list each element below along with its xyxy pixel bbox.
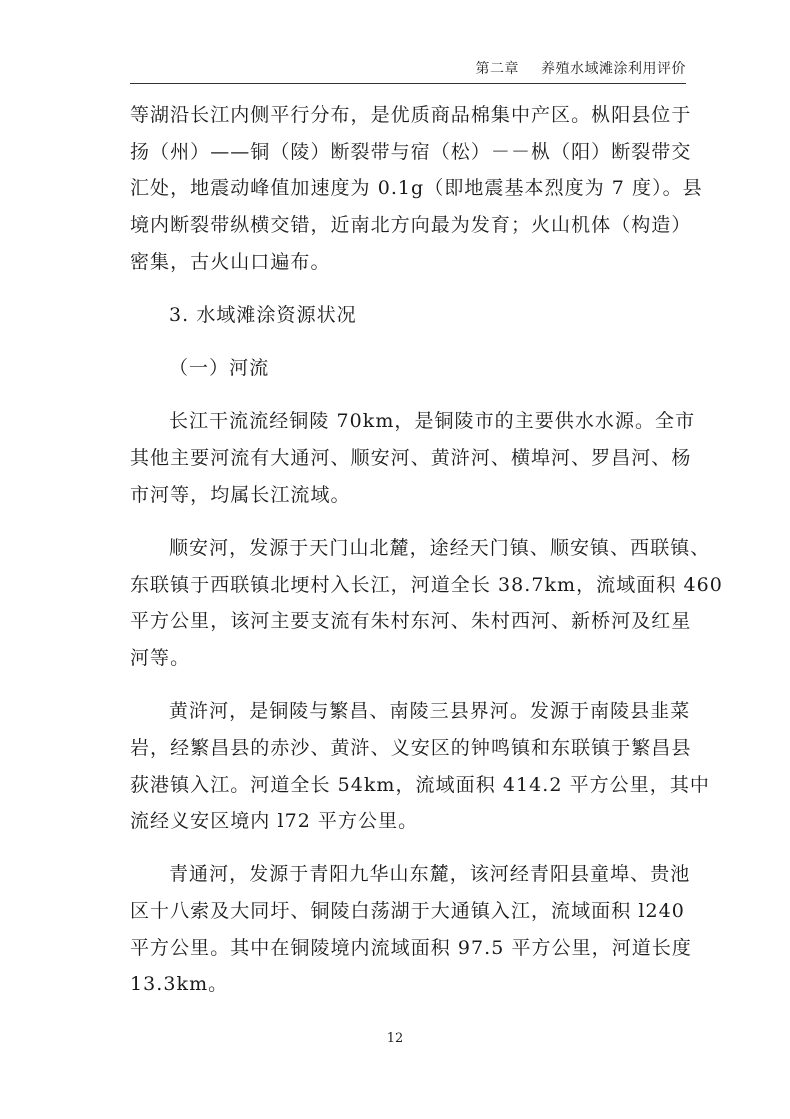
text-line: 顺安河，发源于天门山北麓，途经天门镇、顺安镇、西联镇、 bbox=[169, 536, 711, 559]
header-chapter: 第二章 bbox=[475, 61, 519, 77]
section-heading bbox=[130, 297, 675, 334]
header-rule bbox=[130, 83, 686, 84]
text-line: 平方公里，该河主要支流有朱村东河、朱村西河、新桥河及红星 bbox=[130, 610, 692, 633]
text-line: 汇处，地震动峰值加速度为 0.1g（即地震基本烈度为 7 度）。县 bbox=[130, 177, 703, 200]
subsection-heading bbox=[130, 350, 675, 387]
text-line: 东联镇于西联镇北埂村入长江，河道全长 38.7km，流域面积 460 bbox=[130, 573, 723, 596]
text-line: 13.3km。 bbox=[130, 973, 229, 996]
text-line: 平方公里。其中在铜陵境内流域面积 97.5 平方公里，河道长度 bbox=[130, 936, 692, 959]
text-line: 等湖沿长江内侧平行分布，是优质商品棉集中产区。枞阳县位于 bbox=[130, 104, 692, 126]
heading-text: （一）河流 bbox=[169, 357, 270, 380]
paragraph-continuation bbox=[130, 97, 703, 280]
text-line: 市河等，均属长江流域。 bbox=[130, 483, 351, 506]
text-line: 扬（州）——铜（陵）断裂带与宿（松）－－枞（阳）断裂带交 bbox=[130, 140, 692, 163]
text-line: 密集，古火山口遍布。 bbox=[130, 250, 331, 273]
text-line: 长江干流流经铜陵 70km，是铜陵市的主要供水水源。全市 bbox=[169, 410, 696, 433]
header-section-title: 养殖水域滩涂利用评价 bbox=[541, 61, 686, 77]
text-line: 河等。 bbox=[130, 646, 191, 669]
running-header bbox=[130, 58, 686, 78]
paragraph-huanghu-river bbox=[130, 693, 710, 840]
paragraph-shunan-river bbox=[130, 530, 723, 677]
text-line: 黄浒河，是铜陵与繁昌、南陵三县界河。发源于南陵县韭菜 bbox=[169, 700, 691, 723]
paragraph-qingtong-river bbox=[130, 856, 692, 1003]
text-line: 荻港镇入江。河道全长 54km，流域面积 414.2 平方公里，其中 bbox=[130, 773, 710, 796]
body-text bbox=[130, 97, 723, 1003]
text-line: 岩，经繁昌县的赤沙、黄浒、义安区的钟鸣镇和东联镇于繁昌县 bbox=[130, 736, 692, 759]
text-line: 其他主要河流有大通河、顺安河、黄浒河、横埠河、罗昌河、杨 bbox=[130, 447, 692, 469]
heading-text: 3. 水域滩涂资源状况 bbox=[169, 303, 357, 326]
text-line: 境内断裂带纵横交错，近南北方向最为发育；火山机体（构造） bbox=[130, 214, 692, 237]
text-line: 区十八索及大同圩、铜陵白荡湖于大通镇入江，流域面积 l240 bbox=[130, 900, 685, 923]
text-line: 青通河，发源于青阳九华山东麓，该河经青阳县童埠、贵池 bbox=[169, 863, 691, 886]
paragraph-yangtze bbox=[130, 403, 696, 513]
text-line: 流经义安区境内 l72 平方公里。 bbox=[130, 810, 419, 833]
page-number: 12 bbox=[386, 1031, 404, 1046]
